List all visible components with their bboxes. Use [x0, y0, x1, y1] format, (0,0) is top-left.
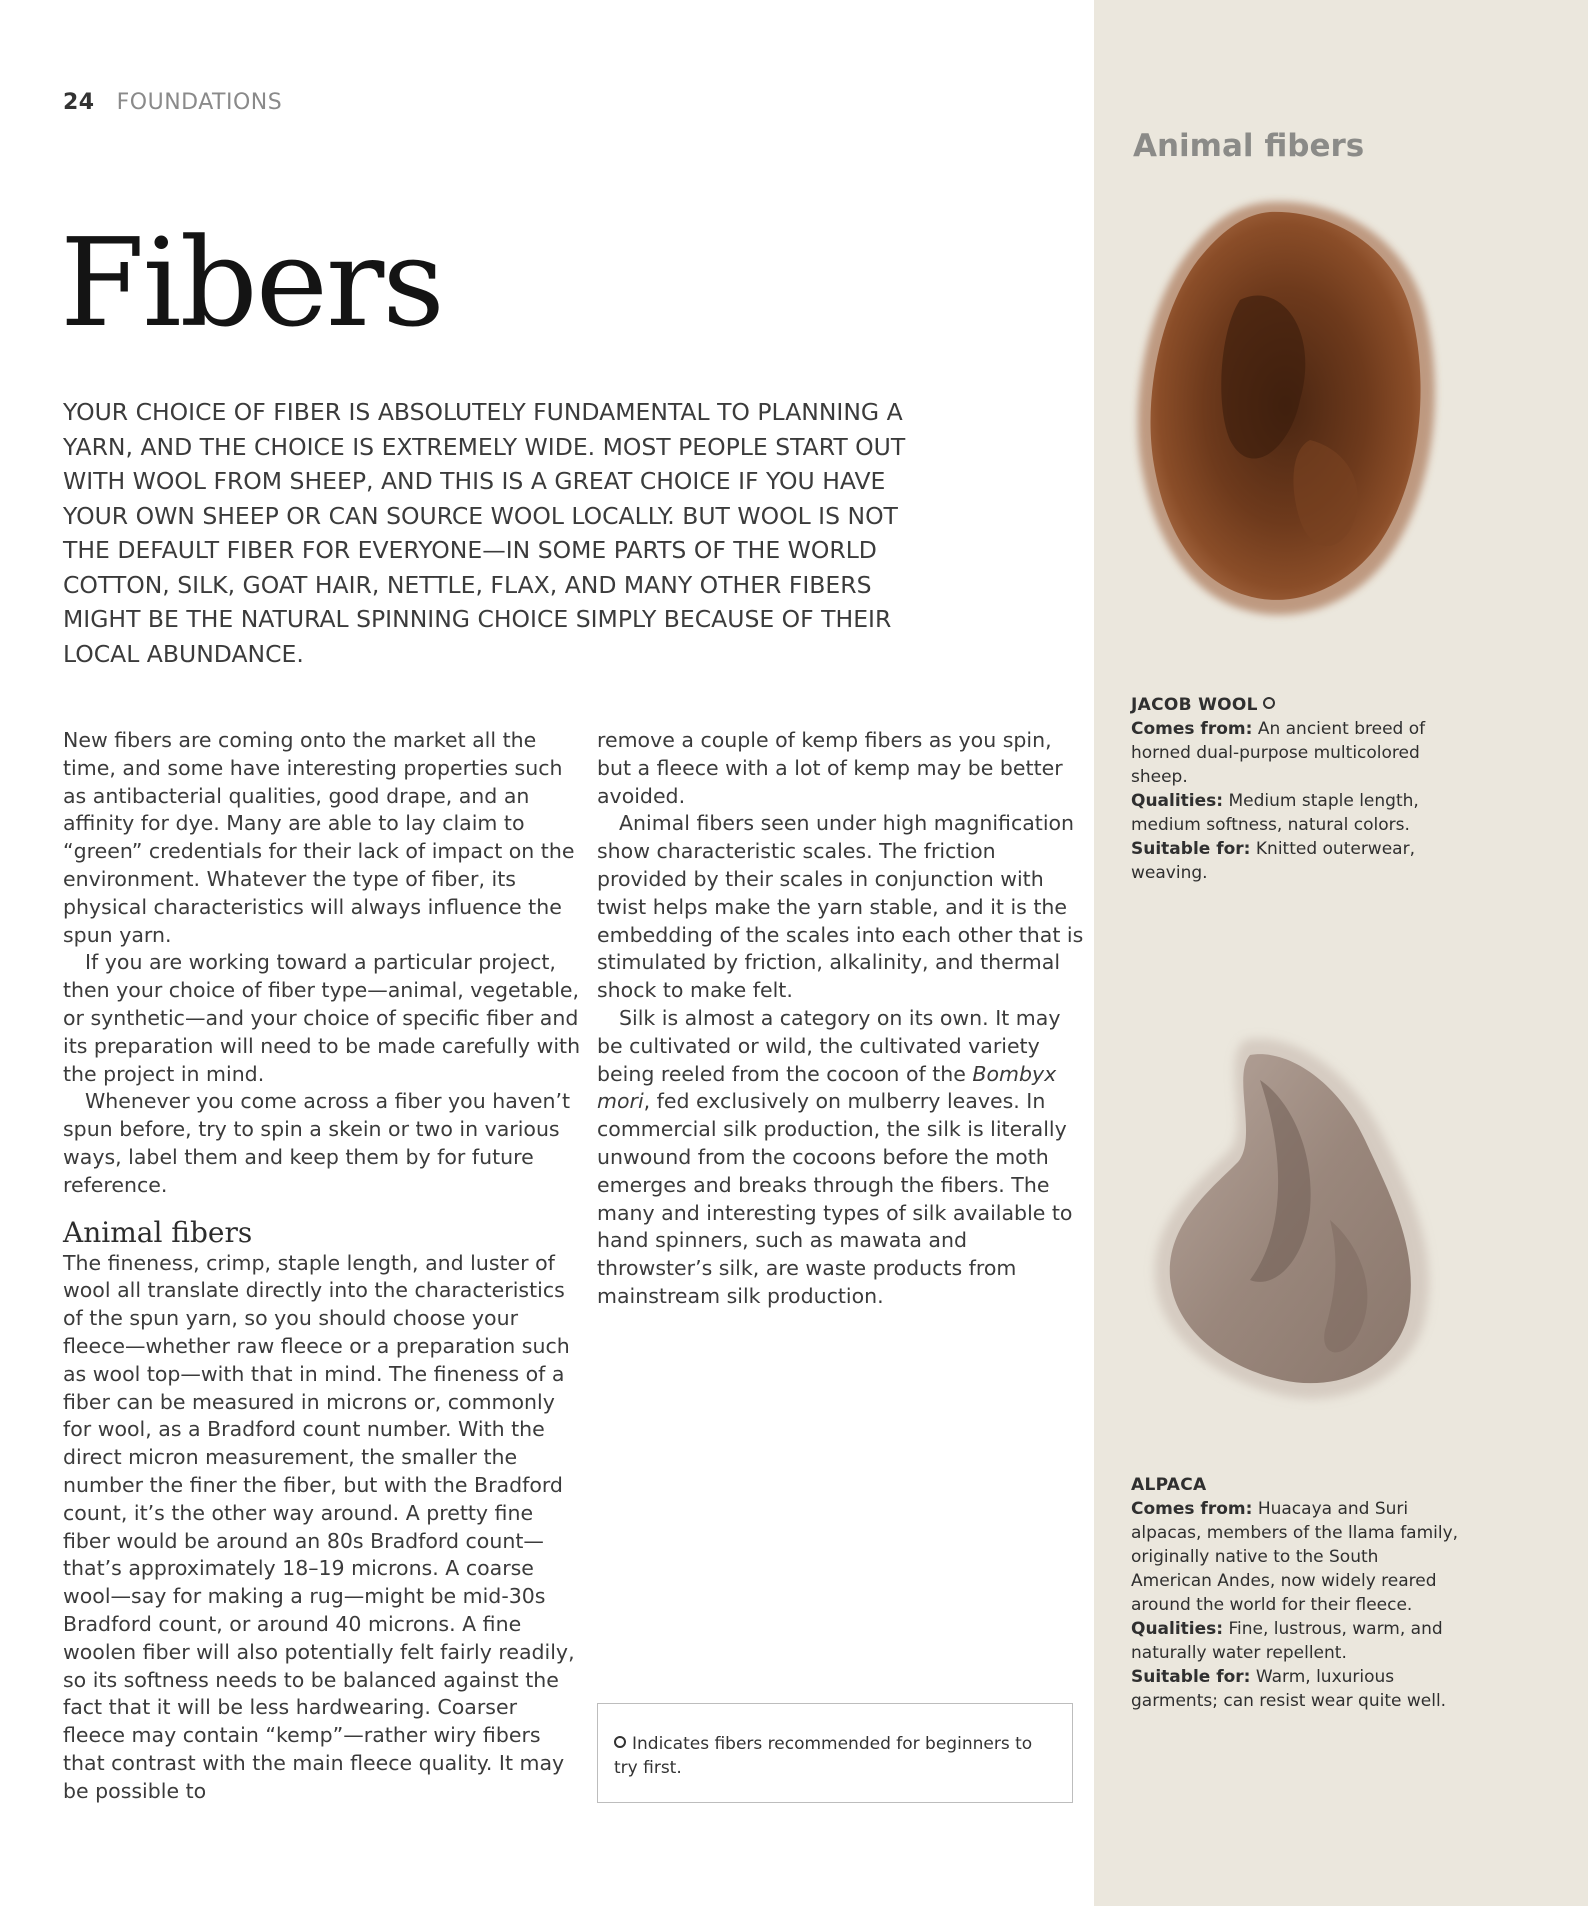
sidebar-title: Animal fibers [1133, 128, 1365, 164]
body-column-2 [597, 727, 1087, 1311]
suitable-label: Suitable for: [1131, 1667, 1251, 1687]
comes-from-label: Comes from: [1131, 719, 1253, 739]
body-paragraph [597, 1005, 1087, 1311]
body-paragraph: Whenever you come across a fiber you haven’t spun before, try to spin a skein or two in various ways, label them and keep them by for future reference. [63, 1089, 571, 1197]
sample-name: JACOB WOOL [1131, 695, 1258, 715]
section-heading: Animal fibers [63, 1215, 253, 1249]
note-text: Indicates fibers recommended for beginners to try first. [614, 1734, 1033, 1778]
body-paragraph: Animal fibers seen under high magnification show characteristic scales. The friction provided by their scales in conjunction with twist helps make the yarn stable, and it is the embedding of the scales into each other that is stimulated by friction, alkalinity, and thermal shock to make felt. [597, 811, 1084, 1003]
comes-from-value: An ancient breed of horned dual-purpose multicolored sheep. [1131, 719, 1426, 787]
sample-name: ALPACA [1131, 1475, 1207, 1495]
beginner-ring-icon [1263, 697, 1275, 709]
page-number: 24 [63, 90, 95, 115]
suitable-label: Suitable for: [1131, 839, 1251, 859]
qualities-value: Medium staple length, medium softness, natural colors. [1131, 791, 1419, 835]
comes-from-label: Comes from: [1131, 1499, 1253, 1519]
jacob-wool-caption [1131, 693, 1461, 885]
suitable-value: Warm, luxurious garments; can resist wear quite well. [1131, 1667, 1447, 1711]
body-paragraph: The fineness, crimp, staple length, and luster of wool all translate directly into the characteristics of the spun yarn, so you should choose your fleece—whether raw fleece or a preparation such as wool top—with that in mind. The fineness of a fiber can be measured in microns or, commonly for wool, as a Bradford count number. With the direct micron measurement, the smaller the number the finer the fiber, but with the Bradford count, it’s the other way around. A pretty fine fiber would be around an 80s Bradford count—that’s approximately 18–19 microns. A coarse wool—say for making a rug—might be mid-30s Bradford count, or around 40 microns. A fine woolen fiber will also potentially felt fairly readily, so its softness needs to be balanced against the fact that it will be less hardwearing. Coarser fleece may contain “kemp”—rather wiry fibers that contrast with the main fleece quality. It may be possible to [63, 1250, 575, 1803]
section-title: FOUNDATIONS [116, 90, 283, 115]
body-paragraph: If you are working toward a particular project, then your choice of fiber type—animal, vegetable, or synthetic—and your choice of specific fiber and its preparation will need to be made carefully with the project in mind. [63, 950, 581, 1086]
running-header [63, 90, 282, 115]
alpaca-caption [1131, 1473, 1461, 1713]
intro-paragraph: YOUR CHOICE OF FIBER IS ABSOLUTELY FUNDAMENTAL TO PLANNING A YARN, AND THE CHOICE IS EXTREMELY WIDE. MOST PEOPLE START OUT WITH WOOL FROM SHEEP, AND THIS IS A GREAT CHOICE IF YOU HAVE YOUR OWN SHEEP OR CAN SOURCE WOOL LOCALLY. BUT WOOL IS NOT THE DEFAULT FIBER FOR EVERYONE—IN SOME PARTS OF THE WORLD COTTON, SILK, GOAT HAIR, NETTLE, FLAX, AND MANY OTHER FIBERS MIGHT BE THE NATURAL SPINNING CHOICE SIMPLY BECAUSE OF THEIR LOCAL ABUNDANCE. [63, 398, 906, 668]
alpaca-image [1140, 1020, 1470, 1420]
body-column-1 [63, 727, 583, 1805]
beginner-ring-icon [614, 1736, 626, 1748]
species-name: Bombyx mori [597, 1061, 1057, 1114]
silk-text-end: , fed exclusively on mulberry leaves. In commercial silk production, the silk is literally unwound from the cocoons before the moth emerges and breaks through the fibers. The many and interesting types of silk available to hand spinners, such as mawata and throwster’s silk, are waste products from mainstream silk production. [597, 1089, 1073, 1308]
jacob-wool-image [1120, 190, 1450, 630]
silk-text-start: Silk is almost a category on its own. It may be cultivated or wild, the cultivated variety being reeled from the cocoon of the [597, 1005, 1061, 1086]
page-title: Fibers [60, 212, 443, 354]
body-paragraph: New fibers are coming onto the market all the time, and some have interesting properties such as antibacterial qualities, good drape, and an affinity for dye. Many are able to lay claim to “green” credentials for their lack of impact on the environment. Whatever the type of fiber, its physical characteristics will always influence the spun yarn. [63, 728, 575, 947]
body-paragraph: remove a couple of kemp fibers as you spin, but a fleece with a lot of kemp may be better avoided. [597, 728, 1063, 808]
qualities-label: Qualities: [1131, 1619, 1224, 1639]
beginner-note-box [597, 1703, 1073, 1803]
suitable-value: Knitted outerwear, weaving. [1131, 839, 1415, 883]
comes-from-value: Huacaya and Suri alpacas, members of the llama family, originally native to the South American Andes, now widely reared around the world for their fleece. [1131, 1499, 1459, 1615]
qualities-value: Fine, lustrous, warm, and naturally water repellent. [1131, 1619, 1443, 1663]
qualities-label: Qualities: [1131, 791, 1224, 811]
